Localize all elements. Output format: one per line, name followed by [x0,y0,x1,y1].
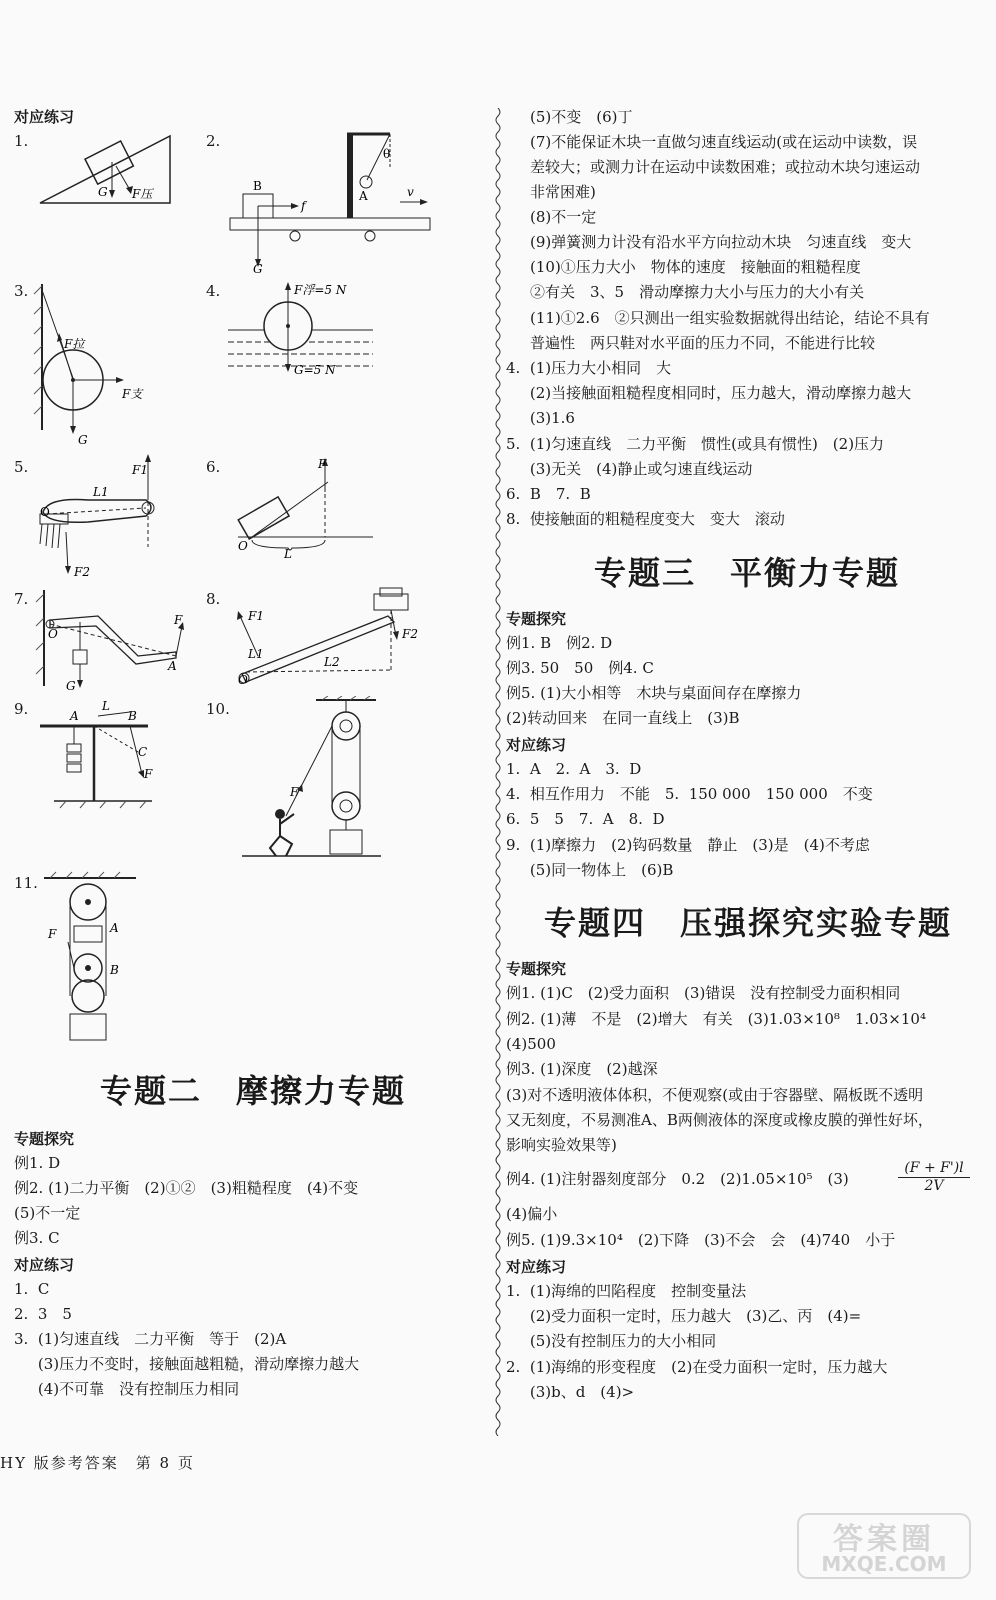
answer-line: (5)没有控制压力的大小相同 [506,1332,717,1350]
diagram-number: 10. [206,700,230,718]
answer-line: 例1. B 例2. D [506,634,613,652]
answer-line: 8. 使接触面的粗糙程度变大 变大 滚动 [506,510,785,528]
diagram-crane-lever [228,586,418,686]
answer-line: 又无刻度，不易测准A、B两侧液体的深度或橡皮膜的弹性好坏， [506,1111,933,1129]
practice-heading: 对应练习 [14,1256,75,1274]
label-l1: L1 [248,647,264,661]
answer-line: 6. 5 5 7. A 8. D [506,810,665,828]
label-f1: F1 [248,609,264,623]
fraction-numerator: (F + F')l [898,1160,970,1178]
label-a: A [110,921,119,935]
diagram-pulley-block [40,868,140,1048]
answer-line: 5. (1)匀速直线 二力平衡 惯性(或具有惯性) (2)压力 [506,435,885,453]
answer-line: 3. (1)匀速直线 二力平衡 等于 (2)A [14,1330,287,1348]
explore-heading: 专题探究 [506,960,567,978]
diagram-balance-lever [34,696,194,811]
answer-line: 例1. D [14,1154,61,1172]
watermark-logo [794,1510,974,1582]
diagram-lever-scissors [28,452,178,582]
practice-heading: 对应练习 [14,108,75,126]
answer-line: 例4. (1)注射器刻度部分 0.2 (2)1.05×10⁵ (3) [506,1170,849,1188]
label-o: O [238,539,248,553]
label-f-pull: F拉 [64,337,85,351]
label-b: B [128,709,137,723]
answer-line: (3)b、d (4)> [506,1383,635,1401]
section-title: 专题二 摩擦力专题 [100,1072,407,1110]
diagram-ball-wall [28,280,178,450]
diagram-number: 6. [206,458,221,476]
diagram-arm-lever [28,586,193,696]
label-f: F [48,927,57,941]
diagram-number: 4. [206,282,221,300]
label-g: G [66,679,76,693]
label-f: F [318,457,327,471]
label-f1: F1 [132,463,148,477]
fraction-denominator: 2V [924,1178,944,1194]
label-theta: θ [383,147,391,161]
section-title: 专题三 平衡力专题 [594,554,901,592]
page-footer: HY 版参考答案 第 8 页 [0,1454,195,1472]
answer-line: 例3. C [14,1229,60,1247]
answer-line: ②有关 3、5 滑动摩擦力大小与压力的大小有关 [530,283,865,301]
label-g: G [98,185,108,199]
diagram-number: 7. [14,590,29,608]
answer-line: 例2. (1)二力平衡 (2)①② (3)粗糙程度 (4)不变 [14,1179,359,1197]
answer-line: 1. (1)海绵的凹陷程度 控制变量法 [506,1282,747,1300]
answer-line: (4)不可靠 没有控制压力相同 [14,1380,240,1398]
label-f: f [301,199,306,213]
label-f2: F2 [402,627,418,641]
label-l1: L1 [93,485,109,499]
label-buoyancy: F浮=5 N [294,283,347,297]
label-b: B [110,963,119,977]
diagram-pulley-person [236,696,386,866]
label-c: C [138,745,148,759]
answer-line: (2)转动回来 在同一直线上 (3)B [506,709,740,727]
label-o: O [238,673,248,686]
fraction [898,1160,970,1194]
answer-line: 4. 相互作用力 不能 5. 150 000 150 000 不变 [506,785,873,803]
practice-heading: 对应练习 [506,1258,567,1276]
answer-line: 例5. (1)9.3×10⁴ (2)下降 (3)不会 会 (4)740 小于 [506,1231,896,1249]
diagram-number: 8. [206,590,221,608]
answer-line: 2. 3 5 [14,1305,72,1323]
answer-line: 例1. (1)C (2)受力面积 (3)错误 没有控制受力面积相同 [506,984,901,1002]
answer-line: (9)弹簧测力计没有沿水平方向拉动木块 匀速直线 变大 [530,233,912,251]
label-f: F压 [132,187,153,201]
answer-line: (11)①2.6 ②只测出一组实验数据就得出结论，结论不具有 [530,309,930,327]
diagram-number: 11. [14,874,38,892]
answer-line: (3)无关 (4)静止或匀速直线运动 [506,460,753,478]
answer-line: 例2. (1)薄 不是 (2)增大 有关 (3)1.03×10⁸ 1.03×10⁴ [506,1010,926,1028]
column-divider [494,108,502,1436]
label-f2: F2 [74,565,90,579]
answer-line: 差较大；或测力计在运动中读数困难；或拉动木块匀速运动 [530,158,921,176]
label-a: A [168,659,177,673]
diagram-number: 9. [14,700,29,718]
answer-line: 非常困难) [530,183,596,201]
label-l: L [284,547,292,561]
answer-line: 影响实验效果等) [506,1136,617,1154]
label-f: F [174,613,183,627]
answer-line: (10)①压力大小 物体的速度 接触面的粗糙程度 [530,258,861,276]
answer-line: 4. (1)压力大小相同 大 [506,359,672,377]
watermark-url: MXQE.COM [821,1552,947,1576]
label-v: v [407,185,414,199]
answer-line: (2)受力面积一定时，压力越大 (3)乙、丙 (4)= [506,1307,862,1325]
answer-line: 例3. 50 50 例4. C [506,659,654,677]
label-b: B [253,179,262,193]
answer-line: 例3. (1)深度 (2)越深 [506,1060,658,1078]
practice-heading: 对应练习 [506,736,567,754]
label-l: L [102,699,110,713]
label-gravity: G=5 N [294,363,336,377]
diagram-number: 2. [206,132,221,150]
label-a: A [359,189,368,203]
answer-line: (7)不能保证木块一直做匀速直线运动(或在运动中读数，误 [530,133,918,151]
diagram-incline-block [30,128,180,208]
explore-heading: 专题探究 [506,610,567,628]
answer-line: 普遍性 两只鞋对水平面的压力不同，不能进行比较 [530,334,876,352]
diagram-floating-ball [228,280,378,380]
label-g: G [78,433,88,447]
diagram-number: 5. [14,458,29,476]
diagram-number: 1. [14,132,29,150]
answer-line: (3)1.6 [506,409,575,427]
answer-line: 例5. (1)大小相等 木块与桌面间存在摩擦力 [506,684,802,702]
diagram-number: 3. [14,282,29,300]
answer-line: (2)当接触面粗糙程度相同时，压力越大，滑动摩擦力越大 [506,384,912,402]
watermark-text: 答案圈 [833,1522,935,1557]
answer-line: 6. B 7. B [506,485,591,503]
label-o: O [48,627,58,641]
answer-line: (4)500 [506,1035,556,1053]
label-a: A [70,709,79,723]
explore-heading: 专题探究 [14,1130,75,1148]
answer-line: 9. (1)摩擦力 (2)钩码数量 静止 (3)是 (4)不考虑 [506,836,870,854]
label-f-support: F支 [122,387,143,401]
label-l2: L2 [324,655,340,669]
answer-line: 1. C [14,1280,50,1298]
answer-line: 1. A 2. A 3. D [506,760,642,778]
answer-line: (3)对不透明液体体积，不便观察(或由于容器壁、隔板既不透明 [506,1086,924,1104]
label-o: O [40,505,50,519]
answer-line: (5)同一物体上 (6)B [506,861,674,879]
label-g: G [253,262,263,276]
diagram-box-lift [228,452,378,562]
section-title: 专题四 压强探究实验专题 [544,904,953,942]
answer-line: (8)不一定 [530,208,597,226]
diagram-cart-pendulum [225,128,440,278]
answer-line: (3)压力不变时，接触面越粗糙，滑动摩擦力越大 [14,1355,360,1373]
answer-line: (5)不变 (6)丁 [530,108,633,126]
label-f: F [144,767,153,781]
label-f: F [290,785,299,799]
answer-line: (4)偏小 [506,1205,558,1223]
answer-line: 2. (1)海绵的形变程度 (2)在受力面积一定时，压力越大 [506,1358,888,1376]
answer-line: (5)不一定 [14,1204,81,1222]
